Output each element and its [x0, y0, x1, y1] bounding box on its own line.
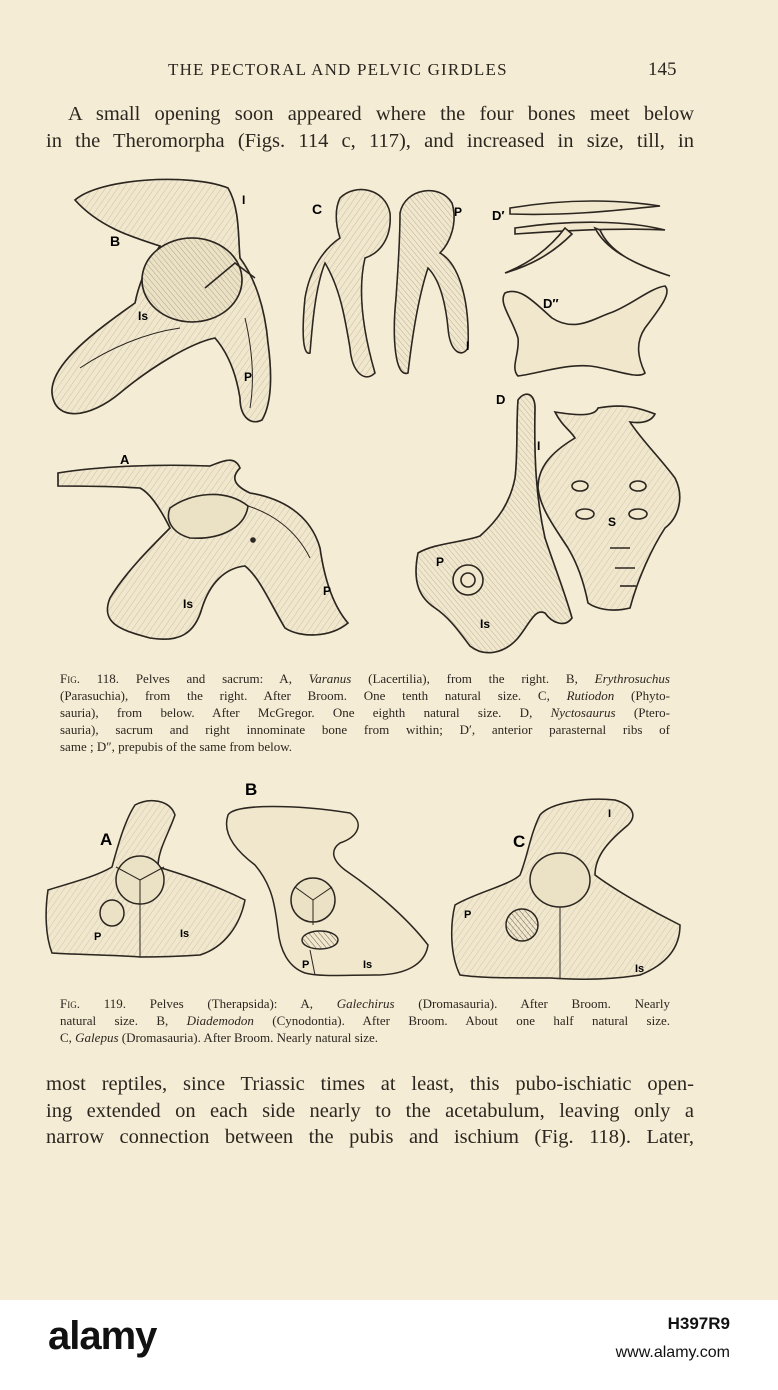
- text-line: in the Theromorpha (Figs. 114 c, 117), and increased in size, till, in: [46, 129, 694, 152]
- prepubis-d-double-prime: [503, 286, 667, 376]
- caption-line: C, Galepus (Dromasauria). After Broom. Nearly natural size.: [60, 1030, 379, 1045]
- label-a: A: [120, 452, 130, 467]
- pelvis-c-rutiodon: [303, 190, 468, 377]
- pelvis-c-galepus: [452, 799, 680, 979]
- label-d-prime: D′: [492, 208, 505, 223]
- text-line: most reptiles, since Triassic times at least, this pubo-ischiatic open-: [46, 1073, 694, 1095]
- caption-line: Fig. 118. Pelves and sacrum: A, Varanus (Lacertilia), from the right. B, Erythrosuchus: [60, 671, 670, 686]
- text-line: narrow connection between the pubis and ischium (Fig. 118). Later,: [46, 1126, 694, 1148]
- label-d-double-prime: D″: [543, 296, 559, 311]
- pelvis-a-varanus: [58, 460, 348, 639]
- label-d-ischium: Is: [480, 617, 491, 631]
- label-a-ischium: Is: [180, 928, 190, 940]
- label-ilium: I: [242, 193, 246, 207]
- caption-line: (Parasuchia), from the right. After Broom. One tenth natural size. C, Rutiodon (Phyto-: [60, 688, 671, 703]
- label-a-ischium: Is: [183, 597, 194, 611]
- pelvis-d-nyctosaurus: [416, 394, 572, 653]
- running-title: THE PECTORAL AND PELVIC GIRDLES: [168, 60, 508, 79]
- caption-line: Fig. 119. Pelves (Therapsida): A, Galechirus (Dromasauria). After Broom. Nearly: [60, 996, 670, 1011]
- caption-line: sauria), sacrum and right innominate bone from within; D′, anterior parasternal ribs of: [60, 722, 670, 737]
- label-d: D: [496, 392, 506, 407]
- label-d-ilium: I: [537, 439, 541, 453]
- paragraph-top: [46, 101, 694, 154]
- label-c: C: [312, 201, 323, 217]
- figure-119: [40, 775, 740, 990]
- running-head: [0, 60, 778, 86]
- figure-118-drawing: [40, 168, 740, 668]
- caption-fig-118: [60, 670, 670, 755]
- page-number: 145: [648, 59, 677, 80]
- label-c-ischium: Is: [635, 963, 645, 975]
- label-c-ilium: I: [466, 339, 470, 353]
- label-c-pubis: P: [454, 205, 463, 219]
- caption-line: natural size. B, Diademodon (Cynodontia). After Broom. About one half natural size.: [60, 1013, 670, 1028]
- caption-line: same ; D″, prepubis of the same from below.: [60, 739, 293, 754]
- alamy-logo: alamy: [48, 1314, 157, 1358]
- footer-url: www.alamy.com: [615, 1344, 730, 1361]
- caption-fig-119: [60, 995, 670, 1046]
- text-line: A small opening soon appeared where the four bones meet below: [68, 103, 694, 125]
- image-id: H397R9: [667, 1314, 730, 1333]
- ribs-d-prime: [505, 201, 670, 276]
- label-b: B: [245, 780, 258, 799]
- figure-119-drawing: [40, 775, 740, 990]
- label-pubis: P: [244, 370, 253, 384]
- label-c: C: [513, 832, 526, 851]
- label-b: B: [110, 233, 121, 249]
- label-d-pubis: P: [436, 555, 445, 569]
- paragraph-bottom: [46, 1071, 694, 1151]
- caption-line: sauria), from below. After McGregor. One eighth natural size. D, Nyctosaurus (Ptero-: [60, 705, 670, 720]
- pelvis-b-erythrosuchus: [52, 179, 271, 421]
- text-line: ing extended on each side nearly to the acetabulum, leaving only a: [46, 1099, 694, 1122]
- label-b-pubis: P: [302, 959, 310, 971]
- pelvis-a-galechirus: [46, 801, 245, 957]
- label-b-ischium: Is: [363, 959, 373, 971]
- label-sacrum: S: [608, 515, 617, 529]
- stock-footer: [0, 1300, 778, 1390]
- label-a-pubis: P: [94, 931, 102, 943]
- figure-118: [40, 168, 740, 668]
- label-c-ilium: I: [608, 808, 612, 820]
- label-a: A: [100, 830, 113, 849]
- label-ischium: Is: [138, 309, 149, 323]
- label-c-pubis: P: [464, 909, 472, 921]
- label-a-pubis: P: [323, 584, 332, 598]
- pelvis-b-diademodon: [227, 807, 428, 976]
